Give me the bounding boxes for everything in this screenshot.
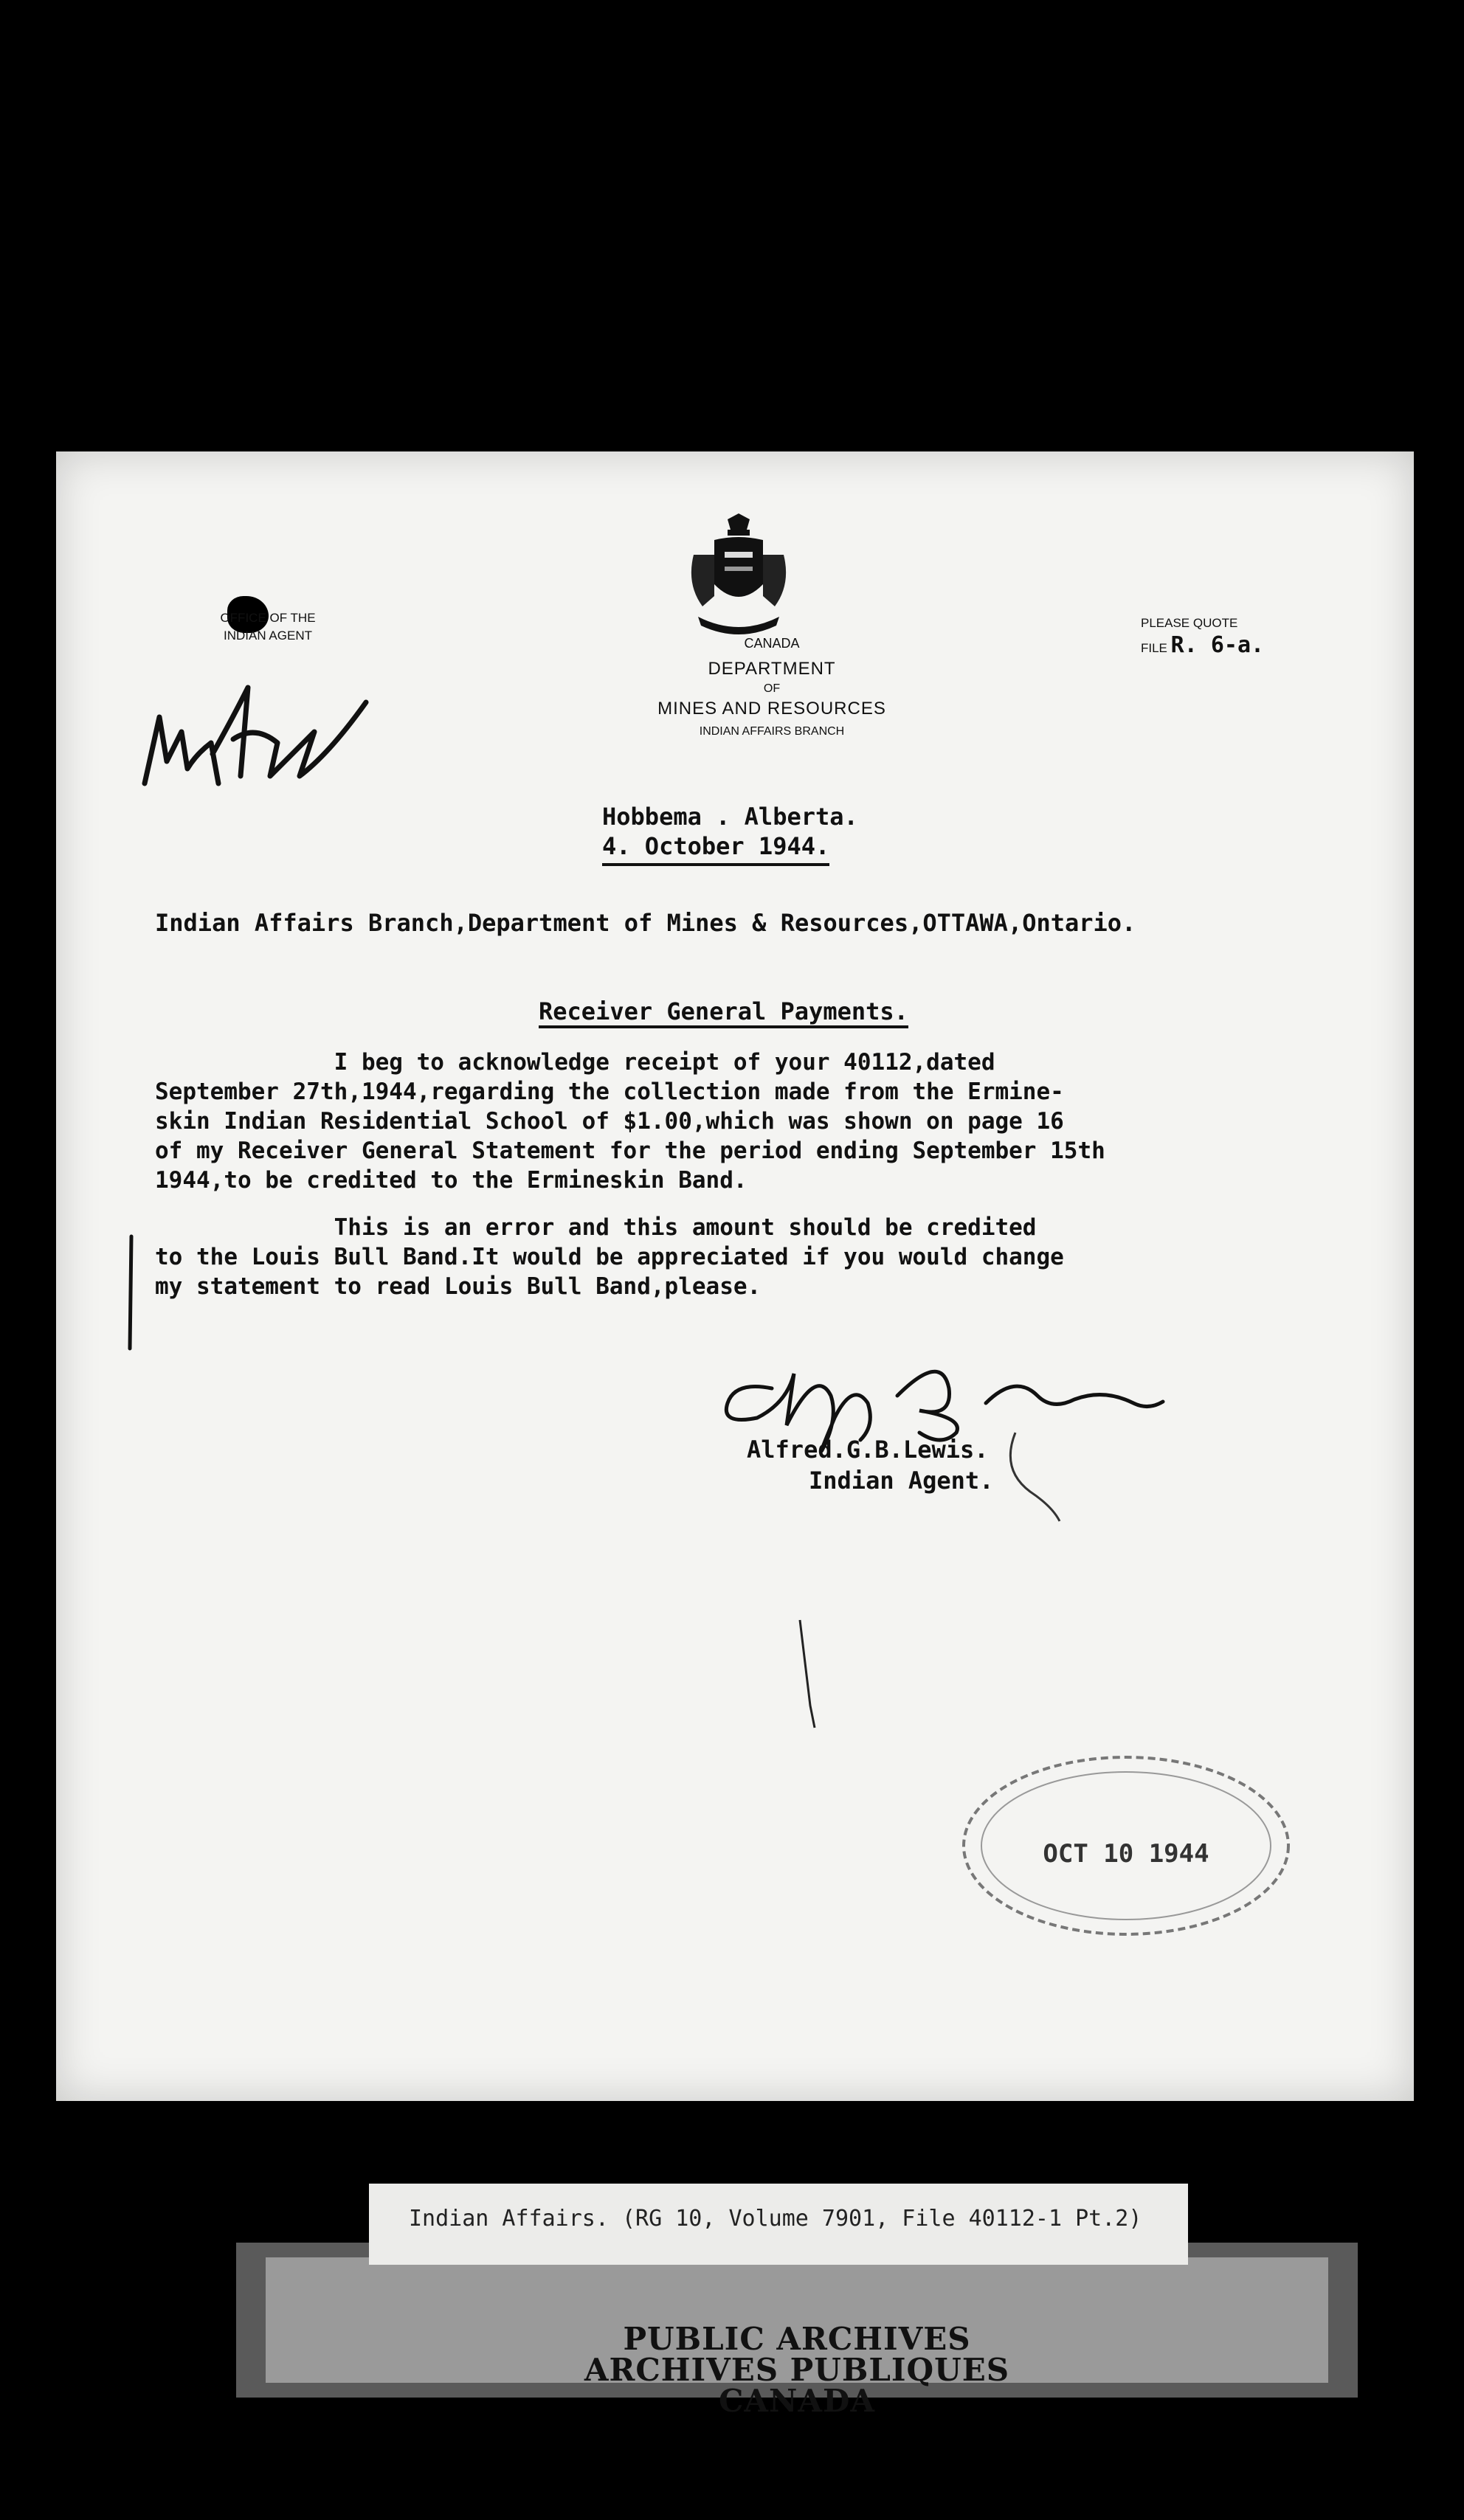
received-stamp [942,1735,1311,1956]
file-number: R. 6-a. [1170,632,1265,658]
country-label: CANADA [744,636,800,651]
file-reference [1141,612,1264,660]
handwritten-initials [130,673,381,791]
margin-mark [127,1233,134,1351]
ministry-label: MINES AND RESOURCES [657,699,886,719]
archive-stamp-area [236,2213,1358,2419]
stamp-date: OCT 10 1944 [1043,1839,1209,1869]
file-label: FILE [1141,641,1167,655]
subject-line: Receiver General Payments. [539,997,908,1028]
body-paragraph-2: This is an error and this amount should be credited to the Louis Bull Band.It would be appreciated if you would change my statement to read Louis Bull Band,please. [155,1214,1064,1300]
office-label: OFFICE OF THE INDIAN AGENT [220,611,316,643]
archive-stamp-line1: PUBLIC ARCHIVES [623,2321,971,2357]
branch-label: INDIAN AFFAIRS BRANCH [699,725,845,738]
recipient-address: Indian Affairs Branch,Department of Mines & Resources,OTTAWA,Ontario. [155,909,1136,937]
signer-title: Indian Agent. [809,1467,994,1495]
department-label: DEPARTMENT [708,659,836,679]
department-of-label: OF [763,682,781,695]
letter-page [56,451,1414,2101]
archive-stamp [236,2321,1358,2419]
archive-reference: Indian Affairs. (RG 10, Volume 7901, File 40112-1 Pt.2) [409,2206,1142,2232]
signer-name: Alfred.G.B.Lewis. [747,1436,989,1464]
department-letterhead [558,636,986,738]
date-line: 4. October 1944. [602,831,829,866]
file-line [1141,634,1264,660]
please-quote-label: PLEASE QUOTE [1141,616,1238,630]
pen-mark [794,1617,824,1735]
coat-of-arms-icon [683,513,794,639]
archive-stamp-line3: CANADA [718,2383,875,2419]
place-line: Hobbema . Alberta. [602,803,858,831]
archive-stamp-line2: ARCHIVES PUBLIQUES [584,2352,1010,2388]
body-paragraph-1: I beg to acknowledge receipt of your 40112,dated September 27th,1944,regarding the collection made from the Ermine- skin Indian Residential School of $1.00,which was shown on page 16 of my Receiver General Statement for the period ending September 15th 1944,to be credited to the Ermineskin Band. [155,1049,1105,1194]
